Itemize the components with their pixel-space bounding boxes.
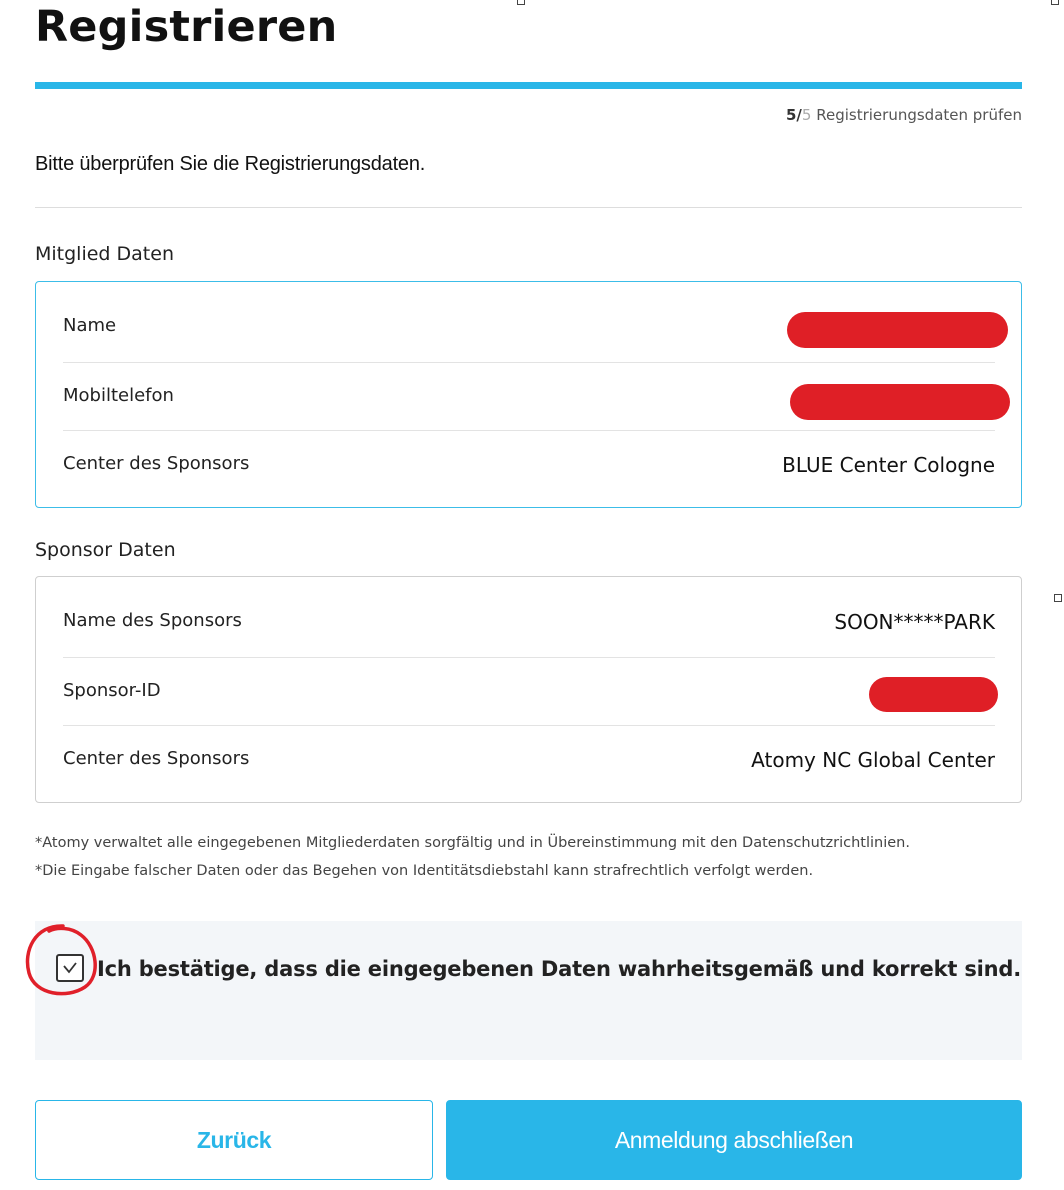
sponsor-section-title: Sponsor Daten	[35, 539, 176, 561]
sponsor-row-center	[63, 725, 995, 794]
corner-mark	[1051, 0, 1059, 5]
member-row-center	[63, 430, 995, 499]
corner-mark	[1054, 594, 1062, 602]
checkmark-icon	[62, 960, 78, 976]
confirm-checkbox[interactable]	[56, 954, 84, 982]
corner-mark	[517, 0, 525, 5]
row-label: Center des Sponsors	[63, 453, 250, 474]
divider	[35, 207, 1022, 208]
page-title: Registrieren	[35, 2, 338, 52]
member-section-title: Mitglied Daten	[35, 243, 174, 265]
step-separator: /	[796, 106, 802, 124]
progress-bar	[35, 82, 1022, 89]
confirm-text[interactable]: Ich bestätige, dass die eingegebenen Daten wahrheitsgemäß und korrekt sind.	[97, 957, 1021, 981]
sponsor-row-name	[63, 588, 995, 656]
back-button[interactable]: Zurück	[35, 1100, 433, 1180]
sponsor-data-card	[35, 576, 1022, 803]
redaction-mark	[790, 384, 1010, 420]
row-label: Name	[63, 315, 117, 336]
row-label: Center des Sponsors	[63, 748, 250, 769]
note-line: *Die Eingabe falscher Daten oder das Begehen von Identitätsdiebstahl kann strafrechtlich verfolgt werden.	[35, 863, 814, 879]
submit-registration-button[interactable]: Anmeldung abschließen	[446, 1100, 1022, 1180]
row-value: Atomy NC Global Center	[751, 748, 995, 772]
row-label: Mobiltelefon	[63, 385, 174, 406]
step-current: 5	[785, 106, 797, 124]
step-label: Registrierungsdaten prüfen	[816, 106, 1022, 124]
member-data-card	[35, 281, 1022, 508]
step-indicator	[786, 106, 1022, 124]
progress-fill	[35, 82, 1022, 89]
redaction-mark	[787, 312, 1008, 348]
intro-text: Bitte überprüfen Sie die Registrierungsdaten.	[35, 153, 426, 175]
row-value: BLUE Center Cologne	[782, 453, 995, 477]
note-line: *Atomy verwaltet alle eingegebenen Mitgliederdaten sorgfältig und in Übereinstimmung mit den Datenschutzrichtlinien.	[35, 835, 910, 851]
step-total: 5	[801, 106, 812, 124]
confirmation-box	[35, 921, 1022, 1060]
member-row-name	[63, 293, 995, 361]
sponsor-row-id	[63, 657, 995, 726]
privacy-notes	[35, 829, 910, 885]
member-row-mobile	[63, 362, 995, 431]
row-label: Sponsor-ID	[63, 680, 161, 701]
row-value: SOON*****PARK	[834, 610, 995, 634]
row-label: Name des Sponsors	[63, 610, 242, 631]
redaction-mark	[869, 677, 998, 712]
